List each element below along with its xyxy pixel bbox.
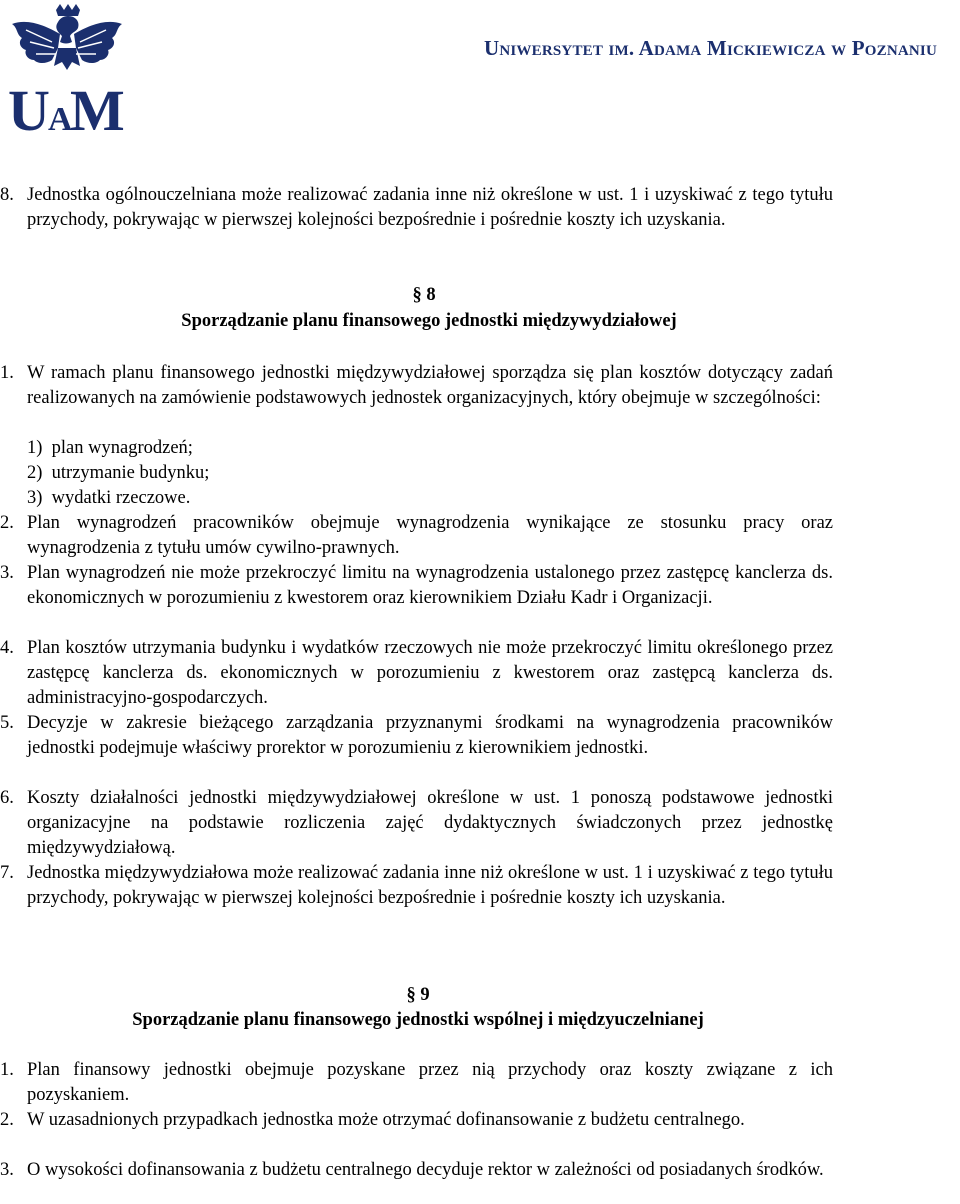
item-text: Plan wynagrodzeń pracowników obejmuje wynagrodzenia wynikające ze stosunku pracy oraz wynagrodzenia z tytułu umów cywilno-prawnych. [27,513,833,558]
section-9-item [0,1108,833,1133]
section-8-item [0,711,833,761]
subitem-number: 1) [27,438,43,458]
section-8-symbol: § 8 [412,285,436,305]
university-name: Uniwersytet im. Adama Mickiewicza w Poznaniu [484,36,937,60]
section-8-item [0,361,833,411]
subitem-number: 3) [27,488,43,508]
section-8-item [0,636,833,711]
item-number: 1. [0,1060,14,1080]
item-text: Plan wynagrodzeń nie może przekroczyć limitu na wynagrodzenia ustalonego przez zastępcę kanclerza ds. ekonomicznych w porozumieniu z kwestorem oraz kierownikiem Działu Kadr i Organizacji. [27,563,833,608]
item-text: Koszty działalności jednostki międzywydziałowej określone w ust. 1 ponoszą podstawowe jednostki organizacyjne na podstawie rozliczenia zajęć dydaktycznych świadczonych przez jednostkę międzywydziałową. [27,788,833,858]
item-text: Plan finansowy jednostki obejmuje pozyskane przez nią przychody oraz koszty związane z ich pozyskaniem. [27,1060,833,1105]
section-9-item [0,1058,833,1108]
section-8-item [0,861,833,911]
item-text: Jednostka międzywydziałowa może realizować zadania inne niż określone w ust. 1 i uzyskiwać z tego tytułu przychody, pokrywając w pierwszej kolejności bezpośrednie i pośrednie koszty ich uzyskania. [27,863,833,908]
section-9-item [0,1158,833,1183]
subitem-text: plan wynagrodzeń; [51,438,193,458]
item-text: O wysokości dofinansowania z budżetu centralnego decyduje rektor w zależności od posiadanych środków. [27,1160,824,1180]
section-8-title: Sporządzanie planu finansowego jednostki międzywydziałowej [181,311,677,331]
item-number: 3. [0,563,14,583]
section-8-subitem [27,436,193,461]
subitem-number: 2) [27,463,43,483]
svg-text:A: A [48,101,73,136]
item-number: 1. [0,363,14,383]
item-number: 3. [0,1160,14,1180]
item-number: 8. [0,185,14,205]
subitem-text: utrzymanie budynku; [51,463,210,483]
item-number: 6. [0,788,14,808]
item-number: 4. [0,638,14,658]
item-number: 5. [0,713,14,733]
item-number: 2. [0,513,14,533]
section-9-symbol: § 9 [406,985,430,1005]
intro-item [0,183,833,233]
svg-text:U: U [8,78,50,136]
section-8-subitem [27,461,209,486]
section-8-subitem [27,486,190,511]
item-text: W ramach planu finansowego jednostki międzywydziałowej sporządza się plan kosztów dotyczący zadań realizowanych na zamówienie podstawowych jednostek organizacyjnych, który obejmuje w szczególności: [27,363,833,408]
item-number: 7. [0,863,14,883]
item-text: Jednostka ogólnouczelniana może realizować zadania inne niż określone w ust. 1 i uzyskiwać z tego tytułu przychody, pokrywając w pierwszej kolejności bezpośrednie i pośrednie koszty ich uzyskania. [27,185,833,230]
item-text: Decyzje w zakresie bieżącego zarządzania przyznanymi środkami na wynagrodzenia pracowników jednostki podejmuje właściwy prorektor w porozumieniu z kierownikiem jednostki. [27,713,833,758]
item-number: 2. [0,1110,14,1130]
svg-text:M: M [70,78,125,136]
subitem-text: wydatki rzeczowe. [51,488,191,508]
section-8-item [0,786,833,861]
section-8-item [0,561,833,611]
section-8-item [0,511,833,561]
section-9-title: Sporządzanie planu finansowego jednostki wspólnej i międzyuczelnianej [132,1010,704,1030]
item-text: Plan kosztów utrzymania budynku i wydatków rzeczowych nie może przekroczyć limitu określonego przez zastępcę kanclerza ds. ekonomicznych w porozumieniu z kwestorem oraz zastępcą kanclerza ds. administracyjno-gospodarczych. [27,638,833,708]
item-text: W uzasadnionych przypadkach jednostka może otrzymać dofinansowanie z budżetu centralnego. [27,1110,745,1130]
